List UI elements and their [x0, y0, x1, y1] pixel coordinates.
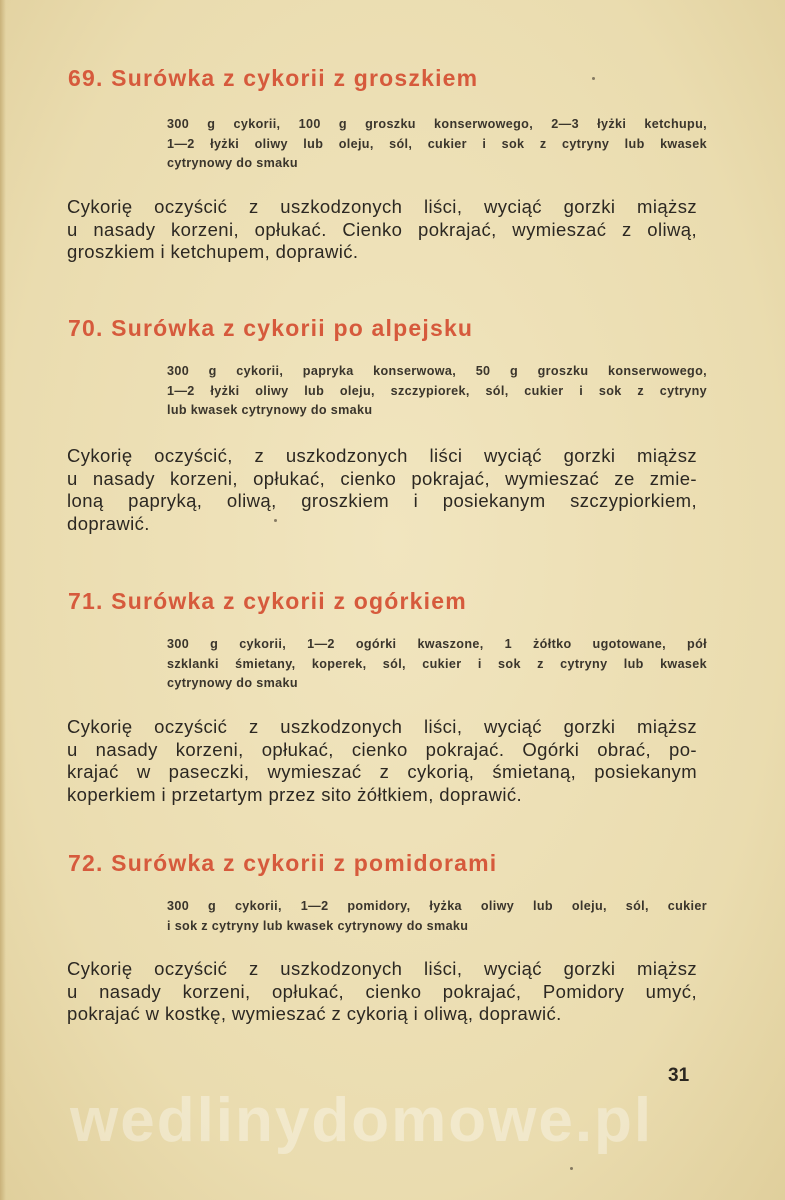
ingredients-list: [167, 362, 707, 421]
recipe-instructions: [67, 716, 697, 806]
watermark: wedlinydomowe.pl: [70, 1086, 654, 1155]
instructions-line: doprawić.: [67, 512, 150, 534]
instructions-line: u nasady korzeni, opłukać. Cienko pokrajać, wymieszać z oliwą,: [67, 218, 697, 240]
ingredients-line: 1—2 łyżki oliwy lub oleju, szczypiorek, sól, cukier i sok z cytryny: [167, 383, 707, 398]
recipe-instructions: [67, 196, 697, 264]
ingredients-line: szklanki śmietany, koperek, sól, cukier i sok z cytryny lub kwasek: [167, 656, 707, 671]
ingredients-line: 300 g cykorii, 1—2 ogórki kwaszone, 1 żółtko ugotowane, pół: [167, 637, 707, 651]
instructions-line: u nasady korzeni, opłukać, cienko pokrajać. Ogórki obrać, po-: [67, 738, 697, 760]
instructions-line: koperkiem i przetartym przez sito żółtkiem, doprawić.: [67, 783, 523, 805]
ingredients-line: 300 g cykorii, 100 g groszku konserwowego, 2—3 łyżki ketchupu,: [167, 117, 707, 131]
instructions-line: krajać w paseczki, wymieszać z cykorią, śmietaną, posiekanym: [67, 761, 697, 782]
page-number: 31: [668, 1065, 690, 1086]
instructions-line: Cykorię oczyścić z uszkodzonych liści, wyciąć gorzki miąższ: [67, 196, 697, 217]
ingredients-line: 300 g cykorii, papryka konserwowa, 50 g groszku konserwowego,: [167, 364, 707, 378]
ingredients-line: lub kwasek cytrynowy do smaku: [167, 403, 373, 417]
page-edge-shadow: [0, 0, 6, 1200]
ingredients-line: 1—2 łyżki oliwy lub oleju, sól, cukier i sok z cytryny lub kwasek: [167, 136, 707, 151]
print-speck: [592, 77, 595, 80]
instructions-line: Cykorię oczyścić z uszkodzonych liści, wyciąć gorzki miąższ: [67, 716, 697, 737]
ingredients-line: cytrynowy do smaku: [167, 676, 298, 690]
recipe-instructions: [67, 445, 697, 535]
recipe-title: 71. Surówka z cykorii z ogórkiem: [68, 588, 467, 614]
instructions-line: Cykorię oczyścić, z uszkodzonych liści wyciąć gorzki miąższ: [67, 445, 697, 466]
ingredients-list: [167, 897, 707, 936]
ingredients-line: cytrynowy do smaku: [167, 156, 298, 170]
ingredients-line: 300 g cykorii, 1—2 pomidory, łyżka oliwy lub oleju, sól, cukier: [167, 899, 707, 913]
ingredients-list: [167, 115, 707, 174]
recipe-instructions: [67, 958, 697, 1026]
print-speck: [274, 519, 277, 522]
recipe-title: 70. Surówka z cykorii po alpejsku: [68, 315, 474, 341]
instructions-line: Cykorię oczyścić z uszkodzonych liści, wyciąć gorzki miąższ: [67, 958, 697, 979]
instructions-line: u nasady korzeni, opłukać, cienko pokrajać, Pomidory umyć,: [67, 980, 697, 1002]
print-speck: [570, 1167, 573, 1170]
instructions-line: groszkiem i ketchupem, doprawić.: [67, 241, 359, 262]
instructions-line: pokrajać w kostkę, wymieszać z cykorią i oliwą, doprawić.: [67, 1003, 562, 1024]
ingredients-list: [167, 635, 707, 694]
recipe-title: 72. Surówka z cykorii z pomidorami: [68, 850, 498, 876]
instructions-line: loną papryką, oliwą, groszkiem i posiekanym szczypiorkiem,: [67, 490, 697, 511]
ingredients-line: i sok z cytryny lub kwasek cytrynowy do smaku: [167, 918, 469, 933]
instructions-line: u nasady korzeni, opłukać, cienko pokrajać, wymieszać ze zmie-: [67, 467, 697, 489]
recipe-title: 69. Surówka z cykorii z groszkiem: [68, 65, 479, 91]
